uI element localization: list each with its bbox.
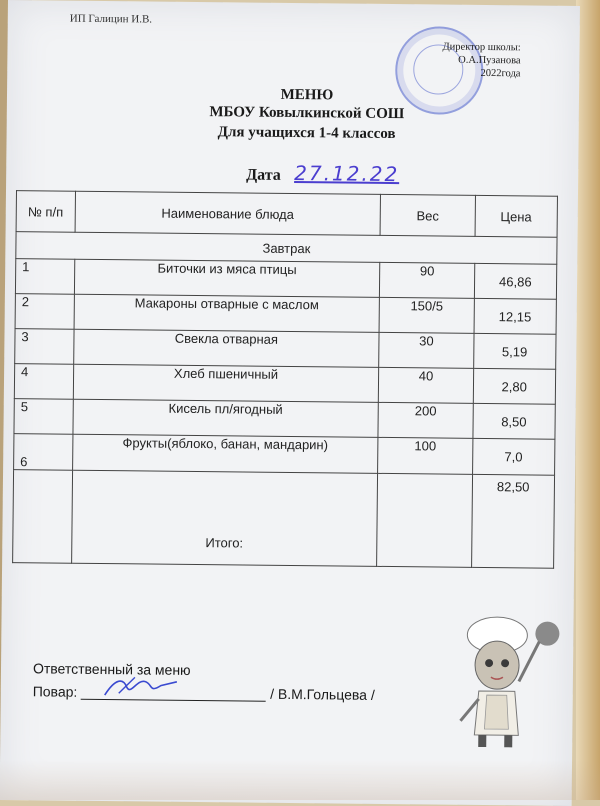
- row-price: 2,80: [473, 368, 556, 404]
- row-price: 12,15: [474, 298, 557, 334]
- date-value: 27.12.22: [294, 161, 400, 187]
- school-name: МБОУ Ковылкинской СОШ: [209, 104, 405, 123]
- row-weight: 40: [379, 367, 474, 403]
- row-name: Фрукты(яблоко, банан, мандарин): [72, 434, 378, 473]
- responsible-label: Ответственный за меню: [32, 660, 191, 678]
- menu-table: [12, 190, 558, 569]
- date-label: Дата: [246, 166, 281, 184]
- row-num: 5: [14, 399, 73, 435]
- cook-line: [33, 683, 375, 703]
- director-line-1: Директор школы:: [442, 41, 521, 54]
- total-value: 82,50: [471, 474, 554, 568]
- total-row: [13, 470, 555, 569]
- row-price: 8,50: [472, 403, 555, 439]
- row-weight: 30: [379, 332, 474, 368]
- header-num: № п/п: [16, 191, 75, 233]
- row-name: Хлеб пшеничный: [73, 364, 379, 402]
- total-empty: [13, 470, 72, 564]
- signature-icon: [101, 673, 181, 702]
- table-header-row: [16, 191, 557, 238]
- section-breakfast: Завтрак: [16, 232, 557, 265]
- row-num: 4: [14, 364, 73, 400]
- row-num: 1: [15, 259, 74, 295]
- ip-name: ИП Галицин И.В.: [69, 12, 153, 26]
- cook-label: Повар:: [32, 683, 78, 700]
- table-row: [15, 259, 556, 300]
- row-name: Макароны отварные с маслом: [74, 294, 380, 332]
- grade-range: Для учащихся 1-4 классов: [217, 124, 396, 143]
- row-name: Свекла отварная: [73, 329, 379, 367]
- row-weight: 90: [380, 262, 475, 298]
- row-name: Кисель пл/ягодный: [72, 399, 378, 437]
- total-weight-empty: [377, 473, 472, 567]
- table-row: [15, 294, 556, 335]
- row-num: 3: [15, 329, 74, 365]
- row-num: 6: [14, 434, 73, 471]
- table-row: [14, 434, 555, 476]
- menu-title: МЕНЮ: [280, 86, 334, 104]
- row-num: 2: [15, 294, 74, 330]
- row-weight: 100: [378, 437, 473, 474]
- row-price: 5,19: [473, 333, 556, 369]
- signature-line: [81, 685, 266, 702]
- row-weight: 200: [378, 402, 473, 438]
- table-row: [15, 329, 556, 370]
- director-line-2: О.А.Пузанова: [458, 54, 521, 67]
- row-price: 7,0: [472, 438, 555, 475]
- row-name: Биточки из мяса птицы: [74, 259, 380, 297]
- row-price: 46,86: [474, 263, 557, 299]
- bottom-shadow: [0, 760, 600, 800]
- director-approval: [442, 41, 521, 81]
- header-price: Цена: [475, 195, 558, 237]
- row-weight: 150/5: [379, 297, 474, 333]
- header-weight: Вес: [380, 194, 475, 236]
- chef-girl-icon: [448, 611, 569, 752]
- cook-name: / В.М.Гольцева /: [270, 685, 375, 703]
- total-label: Итого:: [71, 470, 378, 566]
- table-row: [14, 364, 555, 405]
- director-line-3: 2022года: [480, 67, 521, 80]
- table-row: [14, 399, 555, 440]
- header-name: Наименование блюда: [75, 191, 381, 235]
